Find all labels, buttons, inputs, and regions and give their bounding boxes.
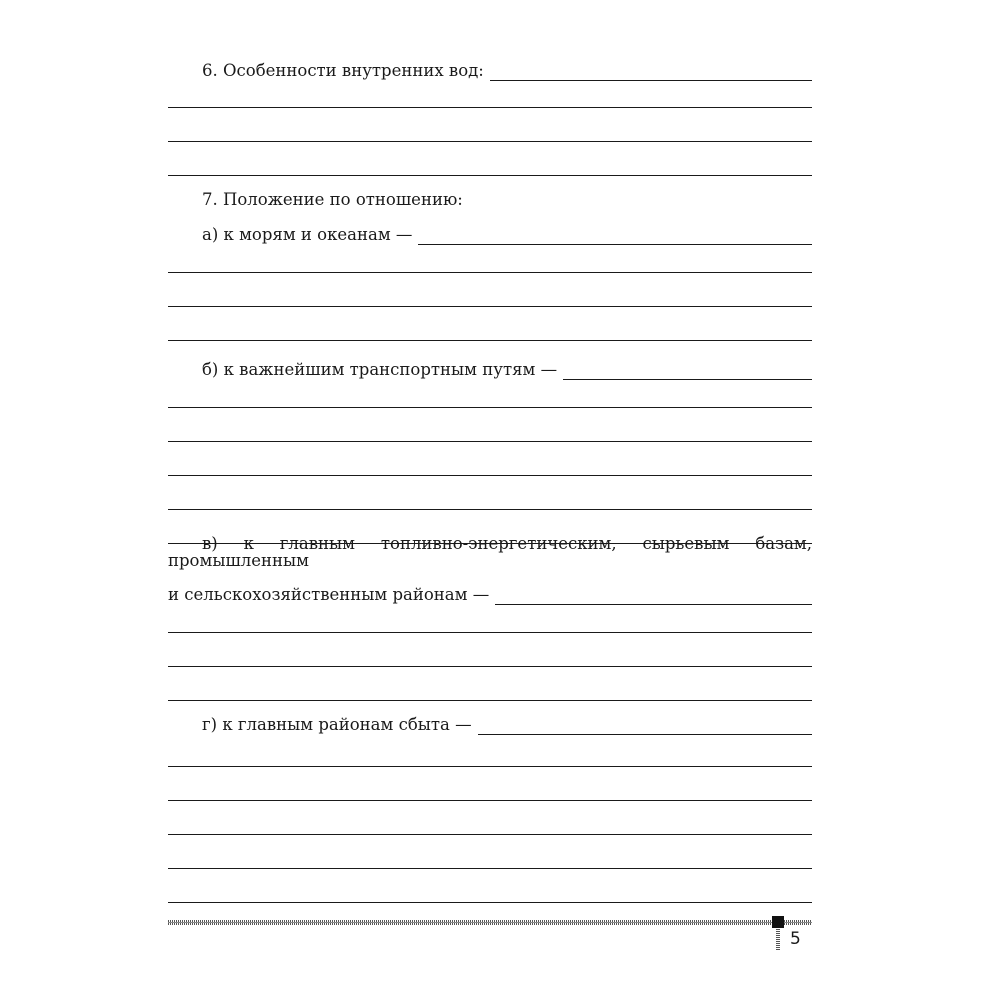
section-7b-answer-line-1[interactable] (168, 407, 812, 408)
section-6-label: 6. Особенности внутренних вод: (202, 60, 484, 80)
section-6-answer-line-2[interactable] (168, 141, 812, 142)
section-6-answer-line[interactable] (490, 79, 812, 81)
section-7v-prompt-row-2 (168, 580, 812, 606)
section-7b-answer-line-2[interactable] (168, 441, 812, 442)
section-7g-answer-line-2[interactable] (168, 800, 812, 801)
section-7a-prompt-row (202, 220, 812, 246)
section-7a-label: а) к морям и океанам — (202, 224, 413, 244)
section-7v-prompt-row-1 (168, 534, 812, 572)
section-7v-answer-line-3[interactable] (168, 700, 812, 701)
section-7a-answer-line[interactable] (418, 243, 812, 245)
section-7v-label-line-1: в) к главным топливно-энергетическим, сырьевым базам, промышленным (168, 534, 812, 570)
section-7g-label: г) к главным районам сбыта — (202, 714, 472, 734)
section-7-heading-row (202, 185, 812, 211)
section-7b-answer-line[interactable] (563, 378, 812, 380)
section-7g-prompt-row (202, 710, 812, 736)
section-7g-answer-line-4[interactable] (168, 868, 812, 869)
footer-divider (168, 920, 812, 925)
section-7b-answer-line-4[interactable] (168, 509, 812, 510)
section-7a-answer-line-1[interactable] (168, 272, 812, 273)
section-7v-answer-line-2[interactable] (168, 666, 812, 667)
page-number: 5 (790, 929, 801, 949)
section-7a-answer-line-2[interactable] (168, 306, 812, 307)
section-7v-answer-line-1[interactable] (168, 632, 812, 633)
section-7g-answer-line[interactable] (478, 733, 812, 735)
section-6-answer-line-3[interactable] (168, 175, 812, 176)
section-7a-answer-line-3[interactable] (168, 340, 812, 341)
section-6-prompt-row (202, 56, 812, 82)
page-corner-mark (772, 916, 784, 928)
section-7b-answer-line-3[interactable] (168, 475, 812, 476)
section-7b-prompt-row (202, 355, 812, 381)
section-7-heading: 7. Положение по отношению: (202, 189, 463, 209)
section-7g-answer-line-1[interactable] (168, 766, 812, 767)
section-6-answer-line-1[interactable] (168, 107, 812, 108)
section-7g-answer-line-5[interactable] (168, 902, 812, 903)
page-corner-stem (776, 928, 780, 950)
section-7b-label: б) к важнейшим транспортным путям — (202, 359, 558, 379)
section-7v-label-line-2: и сельскохозяйственным районам — (168, 584, 490, 604)
section-7v-answer-line[interactable] (495, 603, 812, 605)
section-7g-answer-line-3[interactable] (168, 834, 812, 835)
